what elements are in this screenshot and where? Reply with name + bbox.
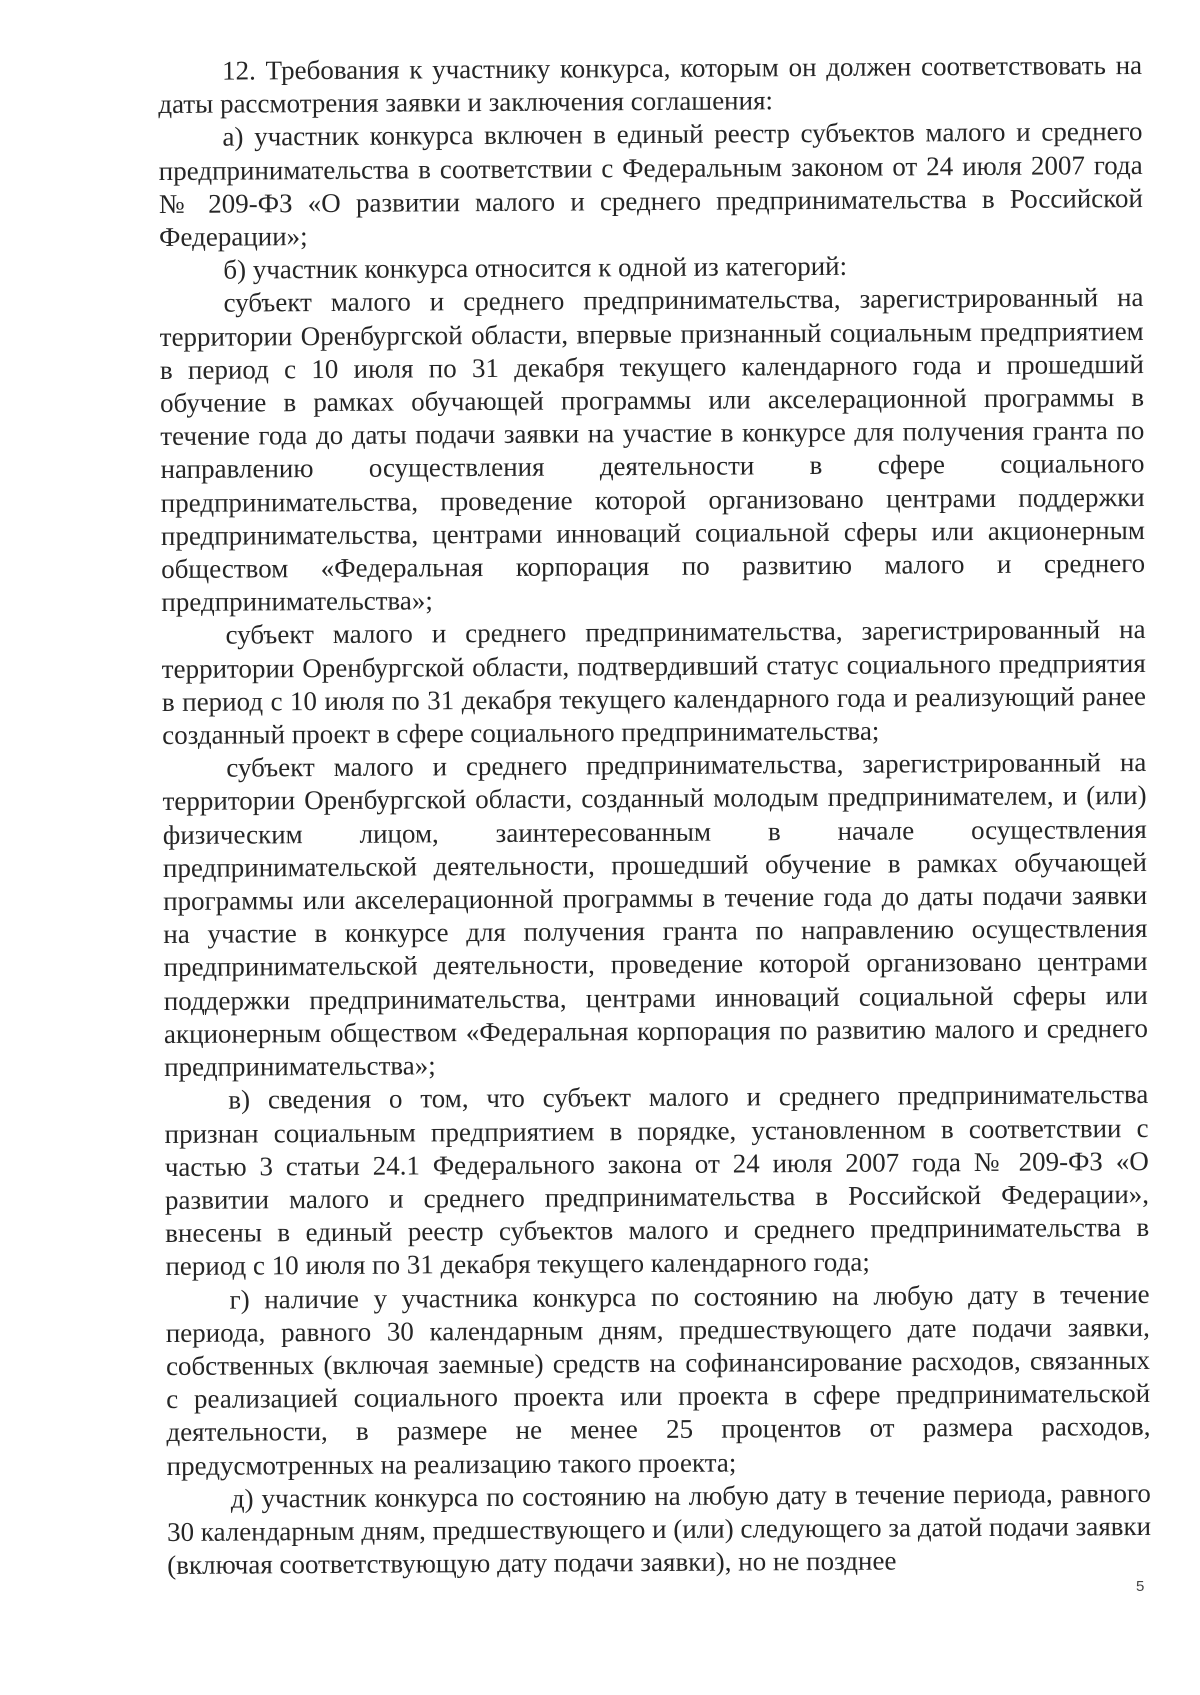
paragraph-a: а) участник конкурса включен в единый реестр субъектов малого и среднего предпринимательства в соответствии с Федеральным законом от 24 июля 2007 года № 209-ФЗ «О развитии малого и среднего предпринимательства в Российской Федерации»;: [158, 116, 1143, 253]
paragraph-b: б) участник конкурса относится к одной из категорий:: [223, 251, 848, 285]
paragraph-g: г) наличие у участника конкурса по состоянию на любую дату в течение периода, равного 30 календарным дням, предшествующего дате подачи заявки, собственных (включая заемные) средств на софинансирование расходов, связанных с реализацией социального проекта или проекта в сфере предпринимательской деятельности, в размере не менее 25 процентов от размера расходов, предусмотренных на реализацию такого проекта;: [165, 1278, 1151, 1481]
paragraph-requirements-heading: 12. Требования к участнику конкурса, которым он должен соответствовать на даты рассмотрения заявки и заключения соглашения:: [158, 49, 1143, 120]
paragraph-b-category-3: субъект малого и среднего предпринимательства, зарегистрированный на территории Оренбургской области, созданный молодым предпринимателем, и (или) физическим лицом, заинтересованным в начале осуществления предпринимательской деятельности, прошедший обучение в рамках обучающей программы или акселерационной программы в течение года до даты подачи заявки на участие в конкурсе для получения гранта по направлению осуществления предпринимательской деятельности, проведение которой организовано центрами поддержки предпринимательства, центрами инноваций социальной сферы или акционерным обществом «Федеральная корпорация по развитию малого и среднего предпринимательства»;: [162, 747, 1149, 1083]
document-body: [158, 49, 1151, 1582]
paragraph-b-category-1: субъект малого и среднего предпринимательства, зарегистрированный на территории Оренбургской области, впервые признанный социальным предприятием в период с 10 июля по 31 декабря текущего календарного года и прошедший обучение в рамках обучающей программы или акселерационной программы в течение года до даты подачи заявки на участие в конкурсе для получения гранта по направлению осуществления деятельности в сфере социального предпринимательства, проведение которой организовано центрами поддержки предпринимательства, центрами инноваций социальной сферы или акционерным обществом «Федеральная корпорация по развитию малого и среднего предпринимательства»;: [159, 282, 1146, 618]
page-number: 5: [1136, 1578, 1145, 1595]
paragraph-v: в) сведения о том, что субъект малого и среднего предпринимательства признан социальным предприятием в порядке, установленном в соответствии с частью 3 статьи 24.1 Федерального закона от 24 июля 2007 года № 209-ФЗ «О развитии малого и среднего предпринимательства в Российской Федерации», внесены в единый реестр субъектов малого и среднего предпринимательства в период с 10 июля по 31 декабря текущего календарного года;: [164, 1079, 1150, 1282]
paragraph-d: д) участник конкурса по состоянию на любую дату в течение периода, равного 30 календарным дням, предшествующего и (или) следующего за датой подачи заявки (включая соответствующую дату подачи заявки), но не позднее: [166, 1477, 1152, 1581]
paragraph-b-category-2: субъект малого и среднего предпринимательства, зарегистрированный на территории Оренбургской области, подтвердивший статус социального предприятия в период с 10 июля по 31 декабря текущего календарного года и реализующий ранее созданный проект в сфере социального предпринимательства;: [161, 614, 1147, 751]
